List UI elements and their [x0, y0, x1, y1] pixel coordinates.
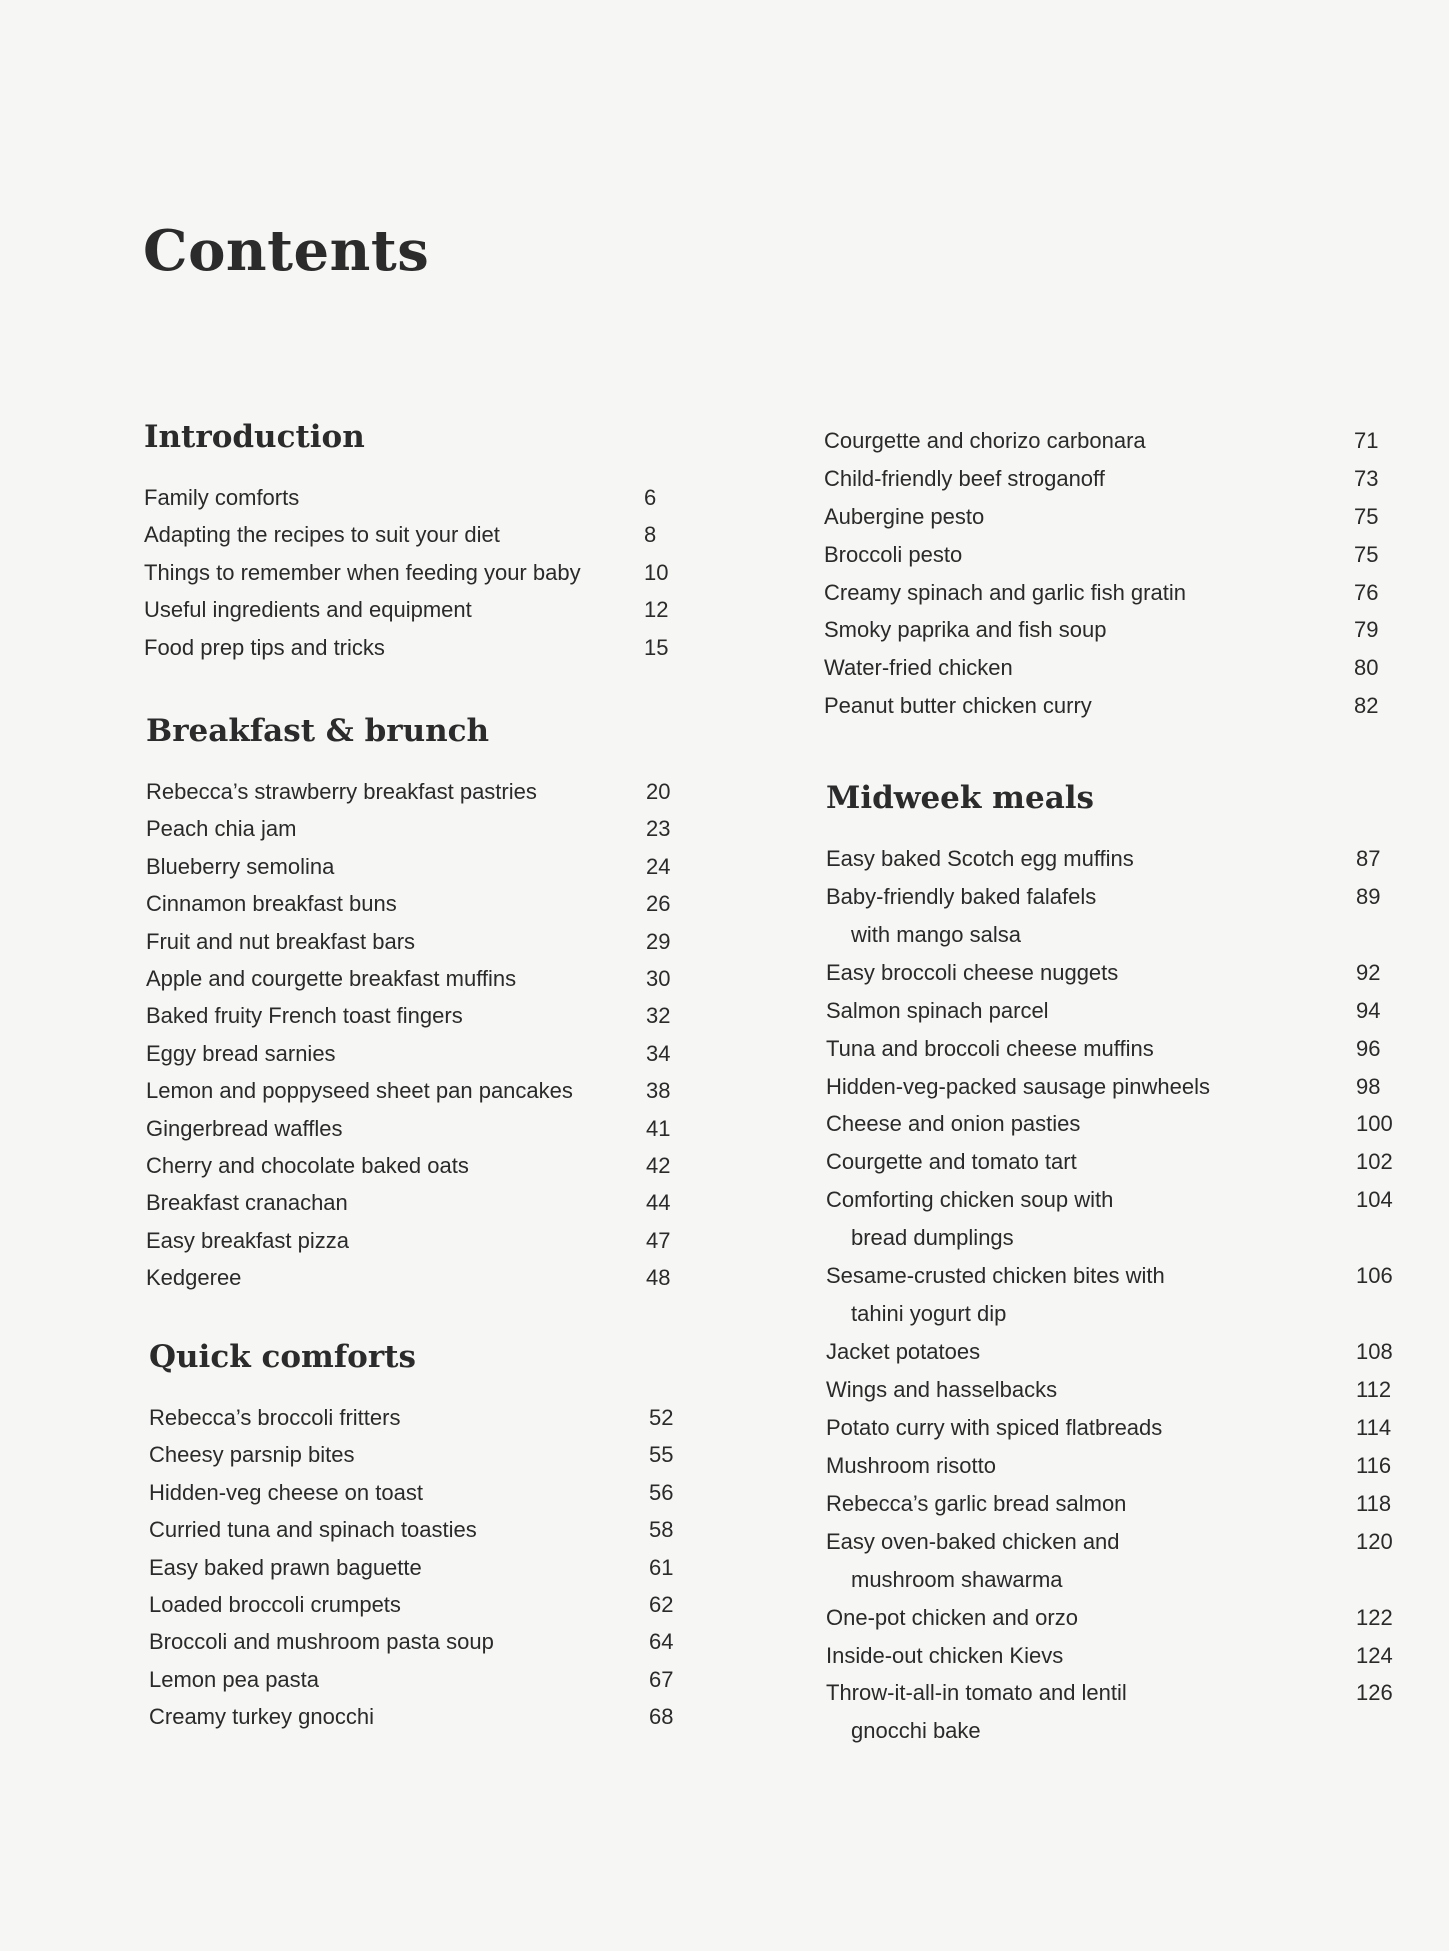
toc-entry-page-number: 100 — [1356, 1111, 1393, 1137]
toc-entry-title-text: One-pot chicken and orzo — [826, 1604, 1078, 1630]
toc-entry — [826, 1523, 1426, 1599]
toc-entry — [824, 611, 1424, 649]
toc-entry — [824, 574, 1424, 612]
toc-entry-page-number: 76 — [1354, 579, 1379, 605]
toc-entry-title — [826, 954, 1426, 992]
toc-entry-title — [824, 687, 1424, 725]
toc-list — [146, 773, 706, 1296]
toc-entry — [146, 810, 706, 847]
toc-entry-page-number: 79 — [1354, 617, 1379, 643]
toc-entry-title-text: Food prep tips and tricks — [144, 634, 385, 660]
toc-entry-title-text: Courgette and tomato tart — [826, 1149, 1077, 1175]
toc-entry — [826, 1257, 1426, 1333]
toc-entry-title — [144, 591, 704, 628]
toc-entry-title — [146, 848, 706, 885]
toc-entry-page-number: 116 — [1356, 1452, 1392, 1478]
toc-entry-page-number: 80 — [1354, 655, 1379, 681]
toc-entry — [144, 629, 704, 666]
toc-entry-title — [824, 498, 1424, 536]
toc-entry-title-text: Salmon spinach parcel — [826, 997, 1049, 1023]
toc-entry-title-text: Adapting the recipes to suit your diet — [144, 522, 500, 548]
toc-entry-title-text: Cherry and chocolate baked oats — [146, 1152, 469, 1178]
toc-entry — [824, 649, 1424, 687]
toc-entry-page-number: 64 — [649, 1629, 674, 1655]
toc-entry — [826, 1447, 1426, 1485]
toc-entry-title — [149, 1511, 709, 1548]
toc-entry-title — [824, 536, 1424, 574]
toc-entry-title-continued: tahini yogurt dip — [851, 1301, 1007, 1327]
toc-entry — [826, 1599, 1426, 1637]
toc-entry-title — [144, 629, 704, 666]
toc-entry — [824, 460, 1424, 498]
toc-entry-title — [146, 960, 706, 997]
toc-entry-title — [824, 422, 1424, 460]
toc-entry-title-text: Baby-friendly baked falafels — [826, 883, 1097, 909]
toc-entry-title — [149, 1661, 709, 1698]
toc-entry-title — [144, 516, 704, 553]
toc-entry-page-number: 24 — [646, 853, 671, 879]
section-quick-comforts-continued — [824, 422, 1424, 725]
toc-entry-title-text: Smoky paprika and fish soup — [824, 617, 1107, 643]
toc-entry-title — [149, 1399, 709, 1436]
toc-entry — [149, 1549, 709, 1586]
toc-entry-title — [826, 1181, 1426, 1257]
toc-entry-title-text: Gingerbread waffles — [146, 1115, 343, 1141]
toc-entry — [146, 1184, 706, 1221]
toc-entry — [146, 773, 706, 810]
toc-entry-title-text: Sesame-crusted chicken bites with — [826, 1263, 1165, 1289]
toc-entry — [826, 992, 1426, 1030]
toc-entry-title-text: Eggy bread sarnies — [146, 1040, 336, 1066]
toc-entry-page-number: 56 — [649, 1479, 674, 1505]
toc-entry-page-number: 106 — [1356, 1263, 1393, 1289]
toc-entry-page-number: 15 — [644, 634, 669, 660]
toc-entry-title — [826, 1068, 1426, 1106]
toc-entry-title-text: Easy broccoli cheese nuggets — [826, 959, 1119, 985]
toc-entry-page-number: 118 — [1356, 1490, 1392, 1516]
toc-entry-title-text: Courgette and chorizo carbonara — [824, 428, 1146, 453]
toc-entry-page-number: 102 — [1356, 1149, 1393, 1175]
toc-entry-page-number: 112 — [1356, 1377, 1392, 1403]
toc-entry — [824, 498, 1424, 536]
toc-entry-page-number: 120 — [1356, 1528, 1393, 1554]
toc-entry-page-number: 29 — [646, 928, 671, 954]
toc-entry — [826, 1637, 1426, 1675]
toc-entry-title-text: Creamy spinach and garlic fish gratin — [824, 579, 1186, 605]
toc-entry-title-text: Peach chia jam — [146, 816, 297, 842]
toc-entry-title-continued: with mango salsa — [851, 921, 1021, 947]
toc-entry-title-text: Mushroom risotto — [826, 1452, 996, 1478]
toc-entry — [149, 1586, 709, 1623]
toc-entry-title — [826, 1637, 1426, 1675]
toc-entry-title — [826, 1105, 1426, 1143]
toc-entry-title-text: Things to remember when feeding your baby — [144, 559, 581, 585]
toc-entry — [826, 840, 1426, 878]
toc-list — [824, 422, 1424, 725]
toc-entry — [824, 422, 1424, 460]
toc-entry-title — [824, 574, 1424, 612]
toc-entry — [826, 1030, 1426, 1068]
toc-entry-title-text: Cheesy parsnip bites — [149, 1442, 355, 1468]
toc-entry-page-number: 42 — [646, 1152, 671, 1178]
toc-entry-title-text: Fruit and nut breakfast bars — [146, 928, 416, 954]
toc-entry — [146, 1072, 706, 1109]
toc-entry-title-text: Kedgeree — [146, 1265, 242, 1291]
toc-entry-page-number: 41 — [646, 1115, 671, 1141]
toc-entry-title — [149, 1586, 709, 1623]
toc-entry-page-number: 124 — [1356, 1642, 1393, 1668]
toc-entry-page-number: 6 — [644, 485, 657, 510]
toc-entry-title-text: Cheese and onion pasties — [826, 1111, 1081, 1137]
toc-entry-title — [149, 1623, 709, 1660]
toc-entry-title — [146, 1072, 706, 1109]
toc-entry — [146, 1110, 706, 1147]
toc-entry-page-number: 44 — [646, 1190, 671, 1216]
toc-entry-title — [826, 1447, 1426, 1485]
toc-entry — [149, 1436, 709, 1473]
toc-entry-title — [826, 992, 1426, 1030]
toc-entry-title-text: Family comforts — [144, 485, 300, 510]
toc-entry — [146, 1147, 706, 1184]
toc-entry-page-number: 122 — [1356, 1604, 1393, 1630]
toc-entry-title-text: Apple and courgette breakfast muffins — [146, 965, 517, 991]
toc-entry — [149, 1399, 709, 1436]
toc-entry-page-number: 75 — [1354, 503, 1379, 529]
toc-entry-title-text: Rebecca’s garlic bread salmon — [826, 1490, 1127, 1516]
toc-entry-page-number: 20 — [646, 779, 671, 804]
toc-entry-page-number: 10 — [644, 559, 669, 585]
section-heading: Quick comforts — [149, 1339, 416, 1375]
toc-entry-title — [826, 1599, 1426, 1637]
toc-entry-title — [146, 810, 706, 847]
toc-entry — [146, 885, 706, 922]
toc-entry-title-text: Hidden-veg cheese on toast — [149, 1479, 423, 1505]
toc-entry-title — [824, 649, 1424, 687]
toc-entry-page-number: 8 — [644, 522, 657, 548]
toc-entry-page-number: 52 — [649, 1405, 674, 1430]
toc-entry-title-text: Inside-out chicken Kievs — [826, 1642, 1064, 1668]
toc-entry — [144, 591, 704, 628]
toc-entry — [826, 1371, 1426, 1409]
toc-entry-title — [146, 1184, 706, 1221]
toc-entry-title-text: Creamy turkey gnocchi — [149, 1704, 374, 1730]
toc-entry-title-text: Easy oven-baked chicken and — [826, 1528, 1120, 1554]
section-quick-comforts — [149, 1337, 709, 1736]
toc-entry-title — [146, 885, 706, 922]
toc-entry-page-number: 92 — [1356, 959, 1381, 985]
toc-entry-title — [826, 1523, 1426, 1599]
section-breakfast — [146, 711, 706, 1296]
toc-entry-page-number: 34 — [646, 1040, 671, 1066]
toc-entry — [826, 1105, 1426, 1143]
section-heading: Midweek meals — [826, 780, 1095, 816]
toc-entry-title-text: Wings and hasselbacks — [826, 1377, 1058, 1403]
toc-entry-title — [146, 1222, 706, 1259]
toc-entry — [149, 1698, 709, 1735]
toc-entry — [826, 1333, 1426, 1371]
section-midweek — [826, 778, 1426, 1750]
toc-entry-page-number: 94 — [1356, 997, 1381, 1023]
toc-entry-page-number: 75 — [1354, 541, 1379, 567]
toc-entry — [149, 1474, 709, 1511]
toc-entry-page-number: 30 — [646, 965, 671, 991]
toc-entry — [149, 1661, 709, 1698]
toc-entry-title — [826, 878, 1426, 954]
toc-entry-title — [826, 1485, 1426, 1523]
toc-entry-page-number: 47 — [646, 1227, 671, 1253]
toc-entry — [144, 479, 704, 516]
toc-entry-page-number: 32 — [646, 1003, 671, 1029]
toc-entry-title — [826, 1030, 1426, 1068]
toc-entry-title-text: Lemon and poppyseed sheet pan pancakes — [146, 1078, 573, 1104]
section-heading: Introduction — [144, 419, 365, 455]
toc-entry-page-number: 104 — [1356, 1187, 1393, 1213]
toc-entry-title-text: Curried tuna and spinach toasties — [149, 1517, 477, 1543]
toc-entry-title-text: Lemon pea pasta — [149, 1666, 320, 1692]
toc-entry — [146, 923, 706, 960]
toc-entry-title — [146, 1259, 706, 1296]
toc-entry — [144, 516, 704, 553]
toc-entry-title — [149, 1436, 709, 1473]
toc-entry — [826, 1143, 1426, 1181]
toc-entry-title-text: Breakfast cranachan — [146, 1190, 348, 1216]
toc-entry-title — [146, 997, 706, 1034]
toc-entry-page-number: 96 — [1356, 1035, 1381, 1061]
toc-list — [144, 479, 704, 666]
toc-entry-title-text: Broccoli pesto — [824, 541, 963, 567]
toc-entry — [146, 997, 706, 1034]
toc-entry-title-text: Throw-it-all-in tomato and lentil — [826, 1680, 1127, 1706]
toc-entry — [146, 1035, 706, 1072]
toc-entry-title-text: Baked fruity French toast fingers — [146, 1003, 463, 1029]
toc-entry-title — [826, 1257, 1426, 1333]
toc-entry-title-text: Rebecca’s strawberry breakfast pastries — [146, 779, 537, 804]
toc-entry-page-number: 67 — [649, 1666, 674, 1692]
toc-entry — [149, 1623, 709, 1660]
toc-entry-title-text: Cinnamon breakfast buns — [146, 891, 397, 917]
toc-entry-page-number: 89 — [1356, 883, 1381, 909]
toc-entry — [824, 536, 1424, 574]
toc-entry — [826, 1409, 1426, 1447]
toc-entry-title — [826, 1409, 1426, 1447]
section-introduction — [144, 417, 704, 666]
toc-entry-title-text: Comforting chicken soup with — [826, 1187, 1114, 1213]
toc-entry-title-continued: gnocchi bake — [851, 1718, 981, 1744]
page-title: Contents — [143, 218, 430, 284]
toc-entry — [144, 554, 704, 591]
toc-entry-page-number: 55 — [649, 1442, 674, 1468]
toc-entry — [826, 878, 1426, 954]
toc-entry-title — [144, 554, 704, 591]
toc-entry-title — [146, 1147, 706, 1184]
toc-entry-page-number: 12 — [644, 597, 669, 623]
toc-entry-page-number: 108 — [1356, 1339, 1393, 1365]
toc-entry-title-text: Potato curry with spiced flatbreads — [826, 1415, 1163, 1441]
toc-entry-title — [146, 773, 706, 810]
toc-entry — [146, 848, 706, 885]
toc-entry-page-number: 87 — [1356, 846, 1381, 871]
toc-entry-title — [149, 1474, 709, 1511]
toc-entry — [826, 1485, 1426, 1523]
toc-entry-title — [826, 840, 1426, 878]
toc-entry-title — [824, 611, 1424, 649]
toc-entry-title-text: Aubergine pesto — [824, 503, 985, 529]
toc-entry-title-text: Broccoli and mushroom pasta soup — [149, 1629, 494, 1655]
toc-entry — [826, 1674, 1426, 1750]
toc-entry-title-text: Easy baked prawn baguette — [149, 1554, 422, 1580]
toc-entry-title — [149, 1549, 709, 1586]
toc-entry-page-number: 58 — [649, 1517, 674, 1543]
toc-entry-page-number: 26 — [646, 891, 671, 917]
toc-entry-title-text: Loaded broccoli crumpets — [149, 1591, 401, 1617]
toc-entry-page-number: 62 — [649, 1591, 674, 1617]
toc-entry-page-number: 68 — [649, 1704, 674, 1730]
toc-entry-title-text: Easy breakfast pizza — [146, 1227, 349, 1253]
toc-entry-title-text: Easy baked Scotch egg muffins — [826, 846, 1134, 871]
toc-entry — [146, 1259, 706, 1296]
toc-entry-title-text: Blueberry semolina — [146, 853, 335, 879]
toc-entry-title-text: Rebecca’s broccoli fritters — [149, 1405, 401, 1430]
section-heading: Breakfast & brunch — [146, 713, 490, 749]
toc-entry-page-number: 23 — [646, 816, 671, 842]
toc-entry-title-text: Peanut butter chicken curry — [824, 693, 1092, 719]
toc-entry-title-text: Useful ingredients and equipment — [144, 597, 472, 623]
toc-entry-title — [826, 1143, 1426, 1181]
toc-entry-title-text: Child-friendly beef stroganoff — [824, 465, 1105, 491]
toc-entry — [826, 954, 1426, 992]
toc-entry-title-text: Jacket potatoes — [826, 1339, 981, 1365]
toc-entry-page-number: 71 — [1354, 428, 1379, 453]
toc-entry — [146, 960, 706, 997]
toc-entry — [146, 1222, 706, 1259]
toc-entry-page-number: 38 — [646, 1078, 671, 1104]
toc-entry-page-number: 73 — [1354, 465, 1379, 491]
toc-entry-page-number: 98 — [1356, 1073, 1381, 1099]
toc-entry — [826, 1181, 1426, 1257]
toc-entry-title — [826, 1333, 1426, 1371]
toc-entry-page-number: 82 — [1354, 693, 1379, 719]
toc-entry-page-number: 61 — [649, 1554, 674, 1580]
toc-entry-title — [826, 1371, 1426, 1409]
toc-entry-title — [149, 1698, 709, 1735]
toc-entry-title — [146, 923, 706, 960]
toc-entry-title-text: Hidden-veg-packed sausage pinwheels — [826, 1073, 1211, 1099]
toc-entry-title-text: Water-fried chicken — [824, 655, 1013, 681]
toc-list — [826, 840, 1426, 1750]
toc-entry — [826, 1068, 1426, 1106]
toc-entry-title — [144, 479, 704, 516]
toc-entry-title-continued: mushroom shawarma — [851, 1566, 1063, 1592]
toc-entry-title — [146, 1110, 706, 1147]
toc-list — [149, 1399, 709, 1736]
toc-entry-page-number: 126 — [1356, 1680, 1393, 1706]
toc-entry-title-text: Tuna and broccoli cheese muffins — [826, 1035, 1154, 1061]
toc-entry — [824, 687, 1424, 725]
toc-entry-title — [146, 1035, 706, 1072]
toc-entry-title-continued: bread dumplings — [851, 1225, 1014, 1251]
toc-entry-title — [826, 1674, 1426, 1750]
toc-entry-page-number: 48 — [646, 1265, 671, 1291]
toc-entry-title — [824, 460, 1424, 498]
toc-entry — [149, 1511, 709, 1548]
toc-entry-page-number: 114 — [1356, 1415, 1392, 1441]
